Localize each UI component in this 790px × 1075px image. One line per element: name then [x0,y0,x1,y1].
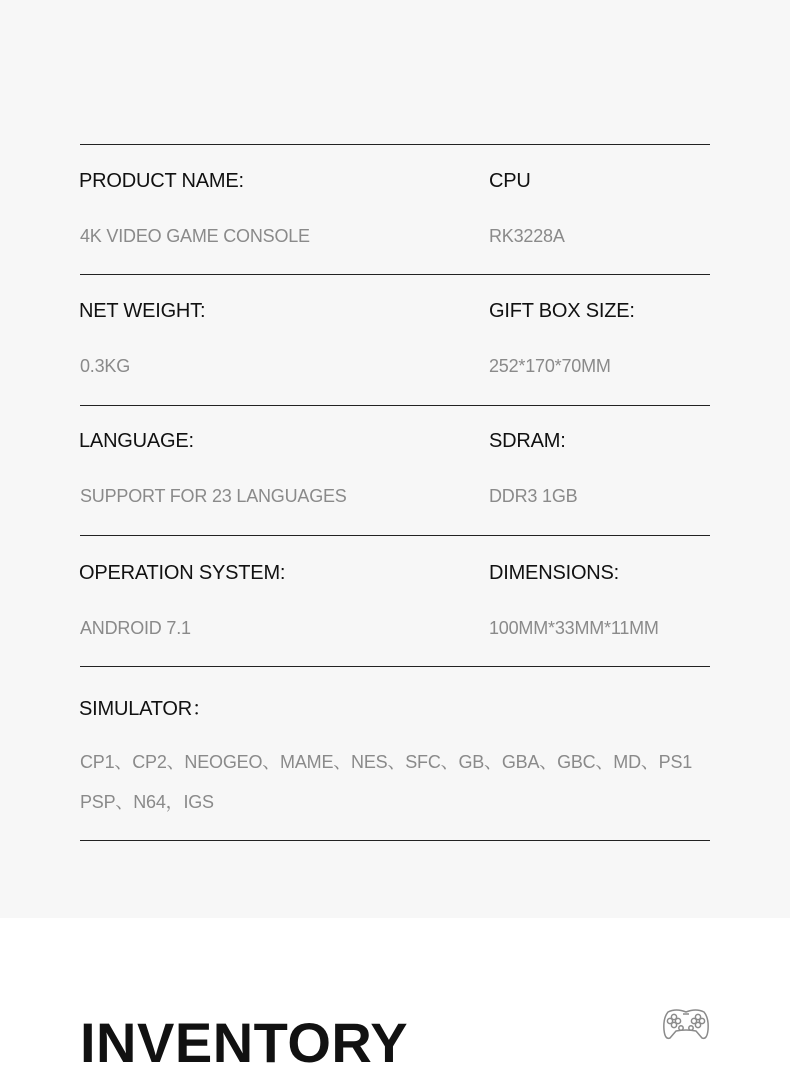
language-label: LANGUAGE: [79,430,194,452]
divider [80,535,710,536]
divider [80,405,710,406]
gift-box-size-value: 252*170*70MM [489,356,611,376]
simulator-label: SIMULATOR： [79,698,212,720]
net-weight-label: NET WEIGHT: [79,300,206,322]
gift-box-size-label: GIFT BOX SIZE: [489,300,635,322]
divider [80,666,710,667]
simulator-value-line-2: PSP、N64，IGS [80,792,214,812]
divider [80,274,710,275]
inventory-title: INVENTORY [80,1011,409,1074]
net-weight-value: 0.3KG [80,356,131,376]
sdram-value: DDR3 1GB [489,486,578,506]
product-name-label: PRODUCT NAME: [79,170,244,192]
gamepad-icon [662,1006,710,1042]
dimensions-value: 100MM*33MM*11MM [489,618,659,638]
language-value: SUPPORT FOR 23 LANGUAGES [80,486,347,506]
cpu-label: CPU [489,170,531,192]
divider [80,144,710,145]
operation-system-label: OPERATION SYSTEM: [79,562,286,584]
sdram-label: SDRAM: [489,430,566,452]
simulator-value-line-1: CP1、CP2、NEOGEO、MAME、NES、SFC、GB、GBA、GBC、MD、PS1 [80,752,693,772]
dimensions-label: DIMENSIONS: [489,562,620,584]
operation-system-value: ANDROID 7.1 [80,618,191,638]
divider [80,840,710,841]
inventory-section [0,918,790,1074]
cpu-value: RK3228A [489,226,565,246]
product-name-value: 4K VIDEO GAME CONSOLE [80,226,310,246]
